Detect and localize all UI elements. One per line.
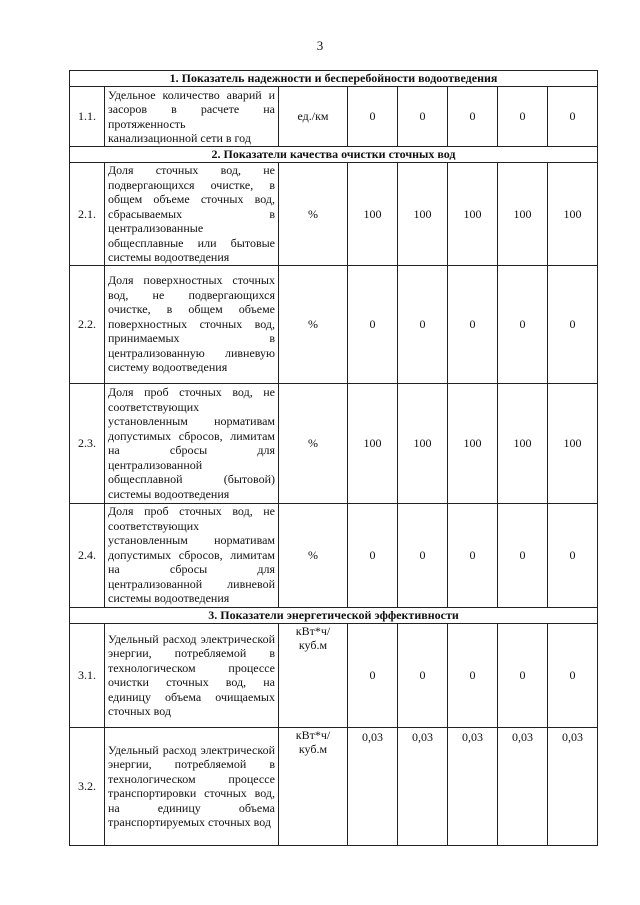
row-value: 0 bbox=[498, 265, 548, 383]
section-header-row bbox=[70, 147, 598, 163]
row-value: 100 bbox=[348, 163, 398, 266]
row-value: 0 bbox=[398, 87, 448, 147]
row-value: 0 bbox=[498, 623, 548, 727]
row-number: 2.2. bbox=[70, 265, 105, 383]
table-row bbox=[70, 87, 598, 147]
row-unit: % bbox=[279, 383, 348, 503]
row-value: 0 bbox=[548, 623, 598, 727]
row-value: 0 bbox=[348, 503, 398, 607]
row-value: 0 bbox=[498, 503, 548, 607]
row-number: 1.1. bbox=[70, 87, 105, 147]
row-description: Удельный расход электрической энергии, потребляемой в технологическом процессе очистки сточных вод, на единицу объема очищаемых сточных вод bbox=[105, 623, 279, 727]
row-unit: кВт*ч/ куб.м bbox=[279, 623, 348, 727]
row-value: 0 bbox=[348, 623, 398, 727]
row-number: 3.1. bbox=[70, 623, 105, 727]
row-value: 100 bbox=[548, 163, 598, 266]
row-unit: % bbox=[279, 503, 348, 607]
row-value: 0 bbox=[498, 87, 548, 147]
row-unit: % bbox=[279, 163, 348, 266]
row-unit: % bbox=[279, 265, 348, 383]
row-value: 0,03 bbox=[448, 727, 498, 845]
row-value: 0,03 bbox=[348, 727, 398, 845]
section-header-row bbox=[70, 607, 598, 623]
row-value: 0,03 bbox=[498, 727, 548, 845]
row-value: 100 bbox=[398, 163, 448, 266]
section-header-row bbox=[70, 71, 598, 87]
row-unit: кВт*ч/ куб.м bbox=[279, 727, 348, 845]
row-value: 100 bbox=[398, 383, 448, 503]
indicators-table bbox=[69, 70, 598, 846]
row-value: 0 bbox=[398, 503, 448, 607]
table-row bbox=[70, 727, 598, 845]
row-value: 0 bbox=[448, 503, 498, 607]
row-value: 0 bbox=[448, 265, 498, 383]
table-row bbox=[70, 163, 598, 266]
row-value: 100 bbox=[498, 163, 548, 266]
row-value: 0 bbox=[398, 265, 448, 383]
row-description: Доля проб сточных вод, не соответствующих установленным нормативам допустимых сбросов, лимитам на сбросы для централизованной общесплавной (бытовой) системы водоотведения bbox=[105, 383, 279, 503]
row-value: 100 bbox=[548, 383, 598, 503]
table-row bbox=[70, 623, 598, 727]
row-number: 2.1. bbox=[70, 163, 105, 266]
page-number: 3 bbox=[316, 38, 324, 53]
row-number: 2.3. bbox=[70, 383, 105, 503]
row-value: 0,03 bbox=[398, 727, 448, 845]
row-value: 0 bbox=[348, 265, 398, 383]
row-number: 3.2. bbox=[70, 727, 105, 845]
row-value: 0,03 bbox=[548, 727, 598, 845]
row-value: 100 bbox=[498, 383, 548, 503]
row-description: Удельное количество аварий и засоров в расчете на протяженность канализационной сети в год bbox=[105, 87, 279, 147]
row-value: 0 bbox=[398, 623, 448, 727]
row-description: Доля поверхностных сточных вод, не подвергающихся очистке, в общем объеме поверхностных сточных вод, принимаемых в централизованную ливневую систему водоотведения bbox=[105, 265, 279, 383]
table-row bbox=[70, 383, 598, 503]
section-title: 1. Показатель надежности и бесперебойности водоотведения bbox=[70, 71, 598, 87]
row-description: Доля проб сточных вод, не соответствующих установленным нормативам допустимых сбросов, лимитам на сбросы для централизованной ливневой системы водоотведения bbox=[105, 503, 279, 607]
row-number: 2.4. bbox=[70, 503, 105, 607]
row-unit: ед./км bbox=[279, 87, 348, 147]
row-value: 0 bbox=[548, 503, 598, 607]
row-description: Удельный расход электрической энергии, потребляемой в технологическом процессе транспортировки сточных вод, на единицу объема транспортируемых сточных вод bbox=[105, 727, 279, 845]
section-title: 3. Показатели энергетической эффективности bbox=[70, 607, 598, 623]
row-value: 0 bbox=[548, 265, 598, 383]
row-value: 0 bbox=[448, 87, 498, 147]
table-row bbox=[70, 503, 598, 607]
row-value: 100 bbox=[448, 163, 498, 266]
table-row bbox=[70, 265, 598, 383]
row-description: Доля сточных вод, не подвергающихся очистке, в общем объеме сточных вод, сбрасываемых в централизованные общесплавные или бытовые системы водоотведения bbox=[105, 163, 279, 266]
row-value: 0 bbox=[348, 87, 398, 147]
section-title: 2. Показатели качества очистки сточных вод bbox=[70, 147, 598, 163]
row-value: 0 bbox=[448, 623, 498, 727]
row-value: 100 bbox=[348, 383, 398, 503]
row-value: 0 bbox=[548, 87, 598, 147]
row-value: 100 bbox=[448, 383, 498, 503]
